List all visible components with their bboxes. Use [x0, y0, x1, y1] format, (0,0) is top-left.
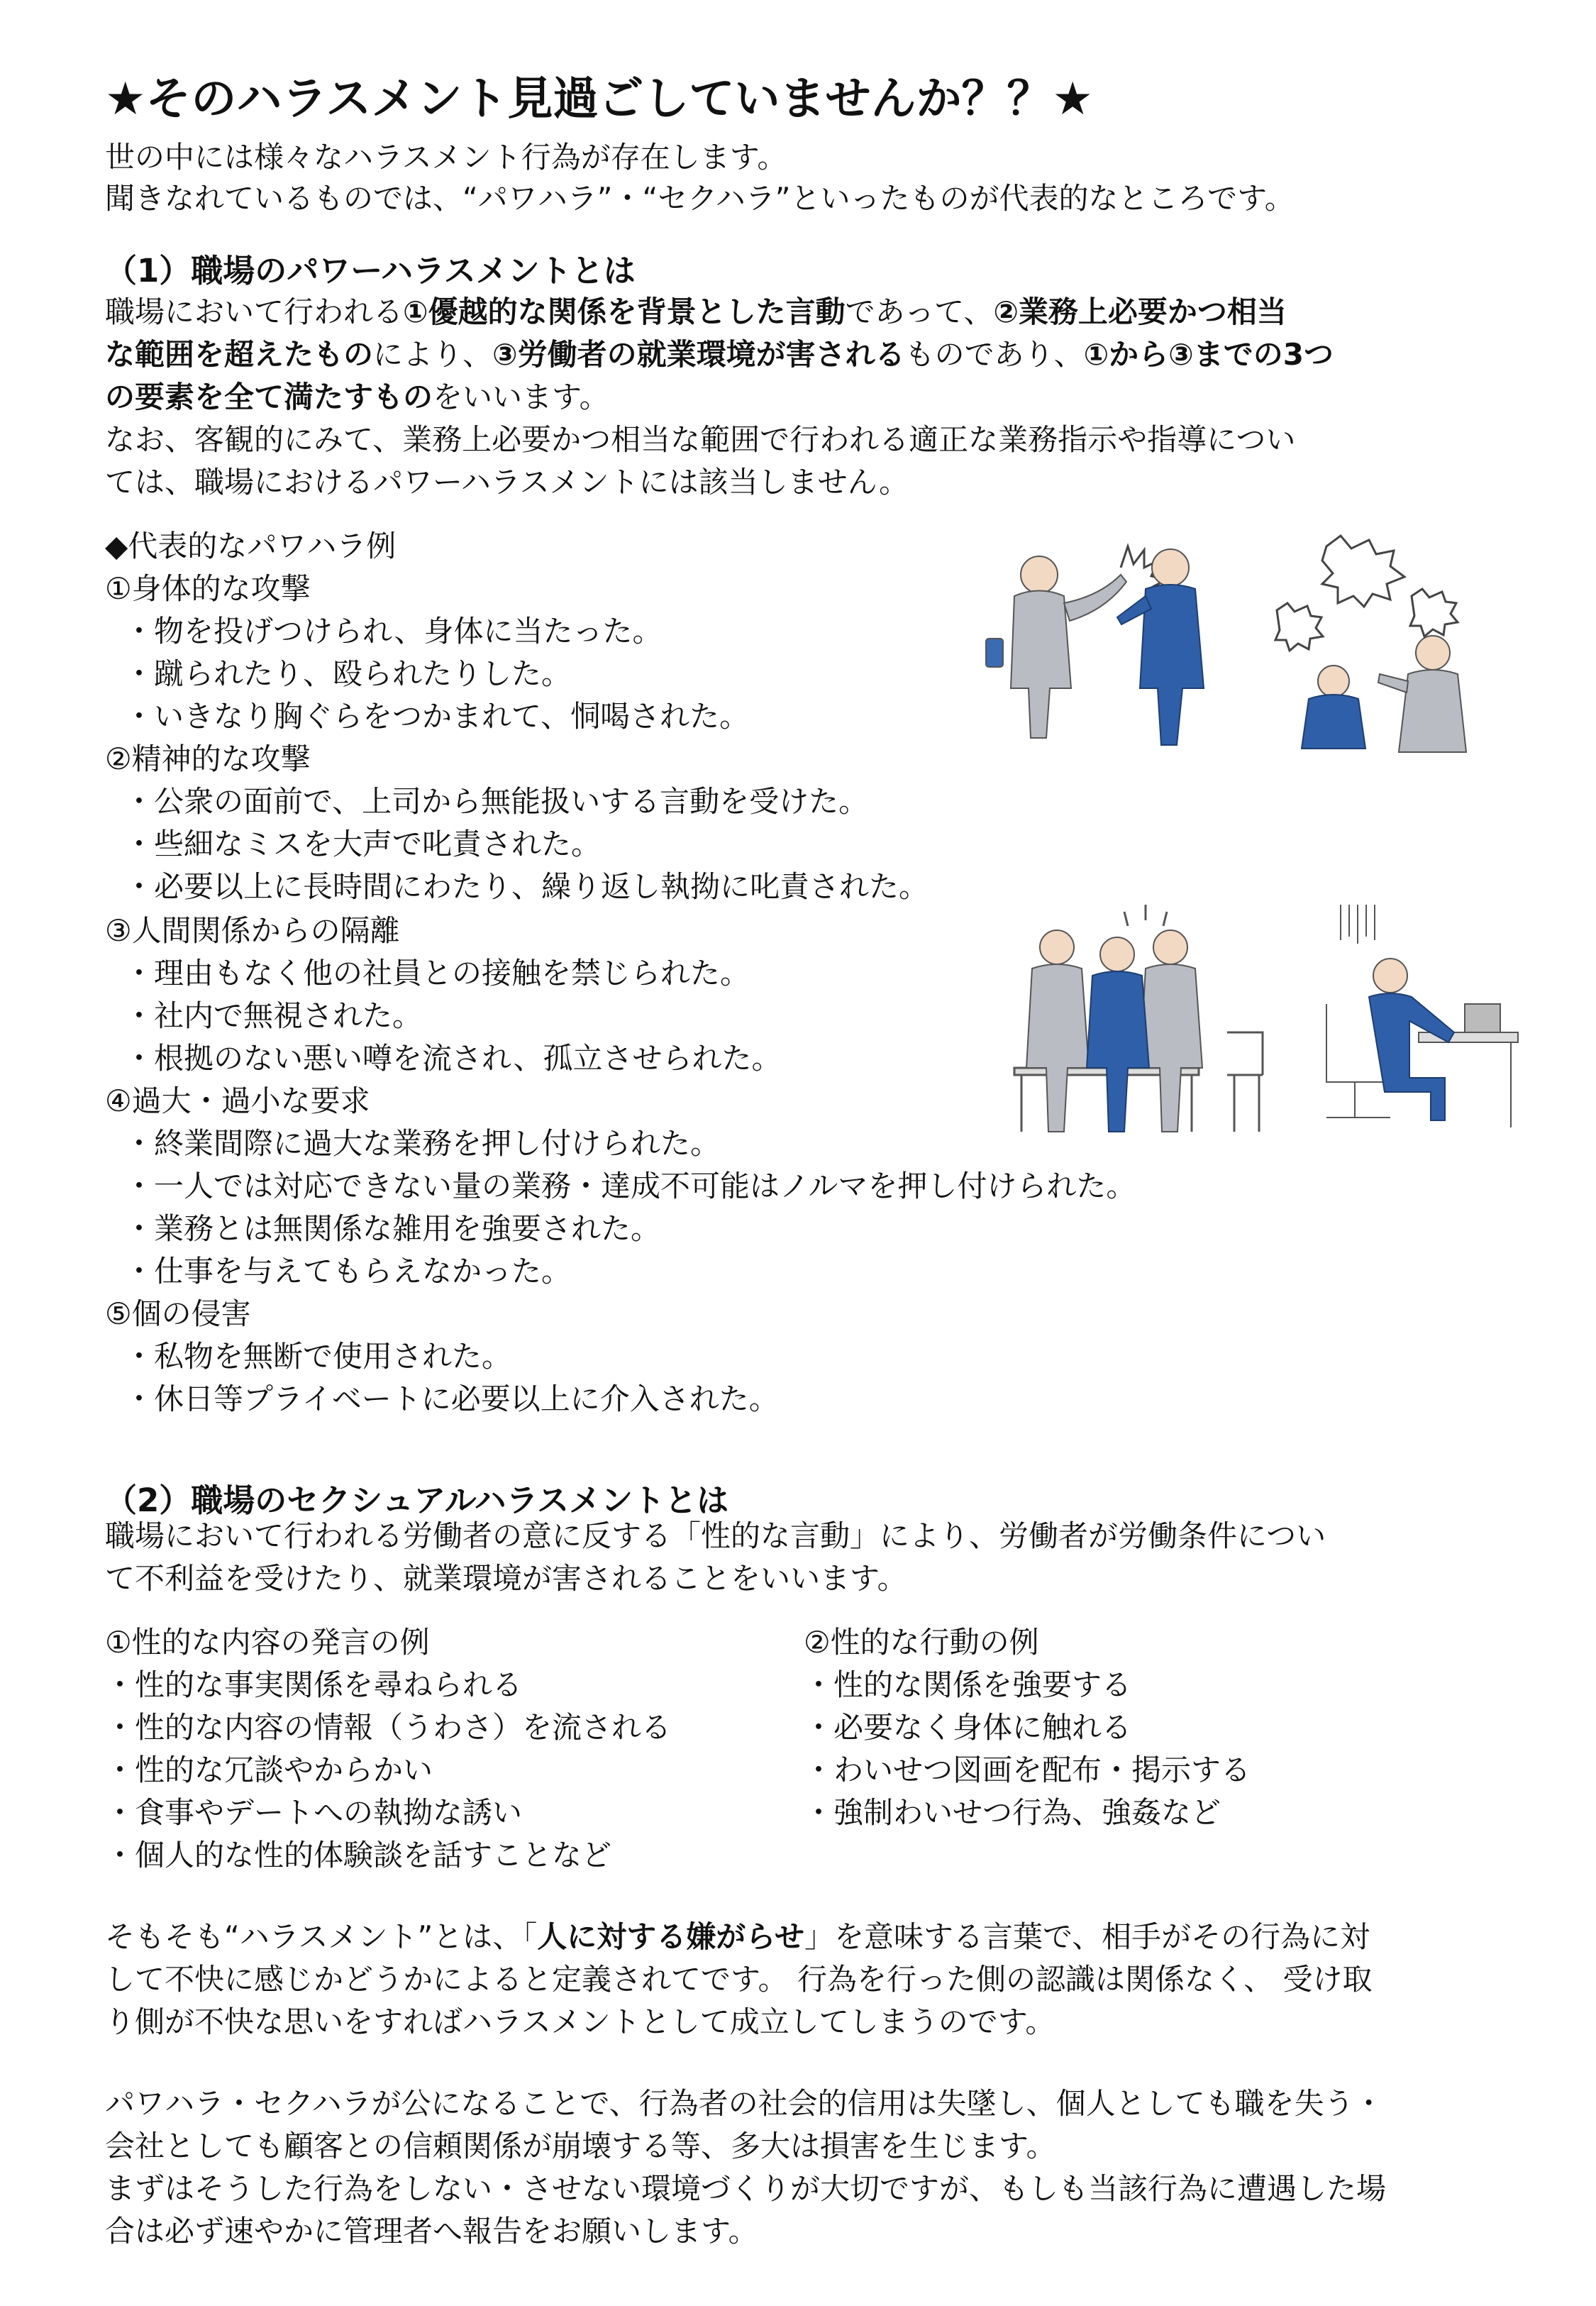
- ignored-illustration: [1312, 898, 1525, 1139]
- behavior-examples-title: ②性的な行動の例: [804, 1625, 1039, 1660]
- def-text: であって、: [845, 294, 994, 329]
- list-item: ・蹴られたり、殴られたりした。: [124, 656, 572, 691]
- list-item: ・一人では対応できない量の業務・達成不可能はノルマを押し付けられた。: [124, 1169, 1136, 1203]
- page-title: ★そのハラスメント見過ごしていませんか？？★: [105, 73, 1093, 126]
- list-item: ・終業間際に過大な業務を押し付けられた。: [124, 1126, 721, 1161]
- mental-attack-illustration: [1270, 525, 1504, 759]
- def-text: をいいます。: [433, 380, 609, 414]
- meaning-line-3: り側が不快な思いをすればハラスメントとして成立してしまうのです。: [105, 2004, 1055, 2039]
- sexual-definition-line-2: て不利益を受けたり、就業環境が害されることをいいます。: [105, 1561, 907, 1596]
- list-item: ・休日等プライベートに必要以上に介入された。: [124, 1381, 779, 1416]
- intro-line-1: 世の中には様々なハラスメント行為が存在します。: [105, 140, 787, 175]
- power-note-line-1: なお、客観的にみて、業務上必要かつ相当な範囲で行われる適正な業務指示や指導につい: [105, 422, 1296, 457]
- list-item: ・仕事を与えてもらえなかった。: [124, 1254, 572, 1289]
- meaning-text: そもそも“ハラスメント”とは、「: [105, 1919, 538, 1954]
- list-item: ・性的な冗談やからかい: [105, 1753, 433, 1787]
- closing-line-3: まずはそうした行為をしない・させない環境づくりが大切ですが、もしも当該行為に遭遇した場: [105, 2171, 1387, 2206]
- power-note-line-2: ては、職場におけるパワーハラスメントには該当しません。: [105, 465, 909, 500]
- category-title: ③人間関係からの隔離: [105, 913, 400, 948]
- verbal-examples-title: ①性的な内容の発言の例: [105, 1625, 430, 1660]
- category-title: ④過大・過小な要求: [105, 1083, 370, 1118]
- def-text: 職場において行われる: [105, 294, 404, 329]
- power-harassment-heading: （1）職場のパワーハラスメントとは: [105, 252, 636, 289]
- def-bold: ③労働者の就業環境が害される: [492, 337, 905, 372]
- isolation-illustration: [1000, 898, 1284, 1139]
- category-title: ⑤個の侵害: [105, 1296, 251, 1331]
- meaning-line-1: [105, 1916, 1370, 1958]
- meaning-bold: 人に対する嫌がらせ: [537, 1919, 805, 1954]
- meaning-text: 」を意味する言葉で、相手がその行為に対: [804, 1919, 1370, 1954]
- list-item: ・些細なミスを大声で叱責された。: [124, 827, 602, 861]
- list-item: ・私物を無断で使用された。: [124, 1339, 512, 1374]
- list-item: ・物を投げつけられ、身体に当たった。: [124, 614, 663, 649]
- def-bold: ①から③までの3つ: [1083, 337, 1334, 372]
- list-item: ・公衆の面前で、上司から無能扱いする言動を受けた。: [124, 784, 869, 819]
- list-item: ・強制わいせつ行為、強姦など: [804, 1795, 1221, 1830]
- closing-line-4: 合は必ず速やかに管理者へ報告をお願いします。: [105, 2214, 758, 2249]
- list-item: ・必要なく身体に触れる: [804, 1710, 1132, 1745]
- physical-attack-illustration: [972, 525, 1284, 759]
- def-bold: ②業務上必要かつ相当: [993, 294, 1287, 329]
- meaning-line-2: して不快に感じかどうかによると定義されてです。 行為を行った側の認識は関係なく、 受け取: [105, 1962, 1373, 1997]
- list-item: ・業務とは無関係な雑用を強要された。: [124, 1211, 661, 1246]
- list-item: ・性的な内容の情報（うわさ）を流される: [105, 1710, 672, 1745]
- sexual-definition-line-1: 職場において行われる労働者の意に反する「性的な言動」により、労働者が労働条件につい: [105, 1518, 1326, 1553]
- sexual-harassment-heading: （2）職場のセクシュアルハラスメントとは: [105, 1482, 729, 1519]
- list-item: ・社内で無視された。: [124, 998, 423, 1033]
- list-item: ・性的な事実関係を尋ねられる: [105, 1667, 523, 1702]
- list-item: ・わいせつ図画を配布・掲示する: [804, 1753, 1251, 1787]
- power-definition-line-2: [105, 333, 1334, 376]
- list-item: ・いきなり胸ぐらをつかまれて、恫喝された。: [124, 699, 750, 734]
- closing-line-1: パワハラ・セクハラが公になることで、行為者の社会的信用は失墜し、個人としても職を失う・: [105, 2086, 1384, 2121]
- category-title: ②精神的な攻撃: [105, 741, 311, 776]
- category-title: ①身体的な攻撃: [105, 571, 311, 606]
- examples-title: ◆代表的なパワハラ例: [105, 529, 397, 563]
- intro-line-2: 聞きなれているものでは、“パワハラ”・“セクハラ”といったものが代表的なところです。: [105, 181, 1295, 216]
- list-item: ・理由もなく他の社員との接触を禁じられた。: [124, 956, 750, 991]
- list-item: ・必要以上に長時間にわたり、繰り返し執拗に叱責された。: [124, 869, 929, 904]
- list-item: ・食事やデートへの執拗な誘い: [105, 1795, 523, 1830]
- list-item: ・性的な関係を強要する: [804, 1667, 1132, 1702]
- list-item: ・個人的な性的体験談を話すことなど: [105, 1838, 612, 1872]
- def-text: ものであり、: [904, 337, 1084, 372]
- def-bold: ①優越的な関係を背景とした言動: [403, 294, 846, 329]
- def-bold: の要素を全て満たすもの: [105, 380, 433, 414]
- def-text: により、: [373, 337, 493, 372]
- closing-line-2: 会社としても顧客との信頼関係が崩壊する等、多大は損害を生じます。: [105, 2129, 1056, 2163]
- power-definition-line-3: [105, 376, 609, 419]
- list-item: ・根拠のない悪い噂を流され、孤立させられた。: [124, 1041, 782, 1076]
- def-bold: な範囲を超えたもの: [105, 337, 374, 372]
- power-definition-line-1: [105, 291, 1287, 333]
